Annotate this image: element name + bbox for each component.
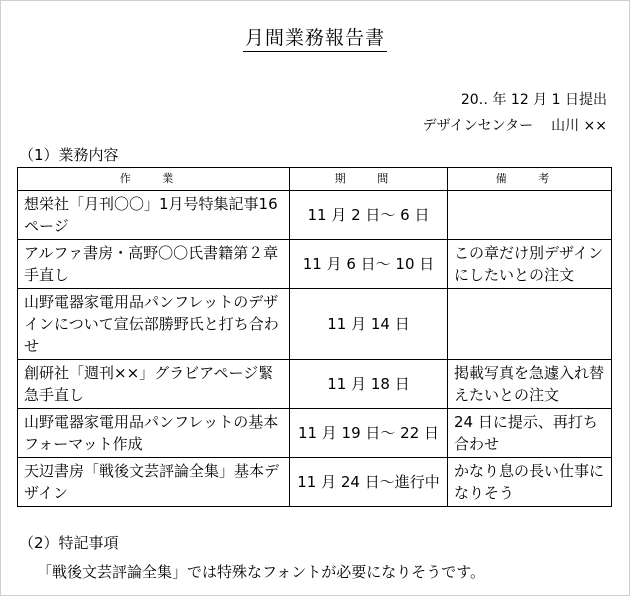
- department: デザインセンター: [422, 118, 534, 134]
- table-row: [18, 289, 612, 360]
- period-cell: 11 月 2 日〜 6 日: [290, 191, 448, 240]
- table-row: [18, 191, 612, 240]
- note-cell: かなり息の長い仕事になりそう: [448, 458, 612, 507]
- author-line: [423, 115, 607, 135]
- task-cell: 想栄社「月刊〇〇」1月号特集記事16ページ: [18, 191, 290, 240]
- note-cell: この章だけ別デザインにしたいとの注文: [448, 240, 612, 289]
- column-header-note: 備 考: [448, 168, 612, 191]
- section1-heading: （1）業務内容: [19, 146, 119, 164]
- table-row: [18, 458, 612, 507]
- work-table: [17, 167, 612, 507]
- section2-heading: （2）特記事項: [19, 534, 119, 552]
- submission-date: 20‥ 年 12 月 1 日提出: [460, 92, 607, 108]
- column-header-task: 作 業: [18, 168, 290, 191]
- document-title: [1, 23, 629, 50]
- note-cell: [448, 191, 612, 240]
- period-cell: 11 月 6 日〜 10 日: [290, 240, 448, 289]
- period-cell: 11 月 19 日〜 22 日: [290, 409, 448, 458]
- task-cell: 山野電器家電用品パンフレットの基本フォーマット作成: [18, 409, 290, 458]
- period-cell: 11 月 14 日: [290, 289, 448, 360]
- period-cell: 11 月 24 日〜進行中: [290, 458, 448, 507]
- table-row: [18, 360, 612, 409]
- table-row: [18, 240, 612, 289]
- author-name: 山川 ××: [551, 118, 607, 134]
- period-cell: 11 月 18 日: [290, 360, 448, 409]
- table-row: [18, 409, 612, 458]
- document-title-text: 月間業務報告書: [243, 27, 387, 52]
- task-cell: 山野電器家電用品パンフレットのデザインについて宣伝部勝野氏と打ち合わせ: [18, 289, 290, 360]
- task-cell: 創研社「週刊××」グラビアページ緊急手直し: [18, 360, 290, 409]
- column-header-period: 期 間: [290, 168, 448, 191]
- task-cell: 天辺書房「戦後文芸評論全集」基本デザイン: [18, 458, 290, 507]
- special-note: 「戦後文芸評論全集」では特殊なフォントが必要になりそうです。: [37, 563, 486, 581]
- note-cell: [448, 289, 612, 360]
- note-cell: 掲載写真を急遽入れ替えたいとの注文: [448, 360, 612, 409]
- task-cell: アルファ書房・高野〇〇氏書籍第２章手直し: [18, 240, 290, 289]
- table-header-row: [18, 168, 612, 191]
- note-cell: 24 日に提示、再打ち合わせ: [448, 409, 612, 458]
